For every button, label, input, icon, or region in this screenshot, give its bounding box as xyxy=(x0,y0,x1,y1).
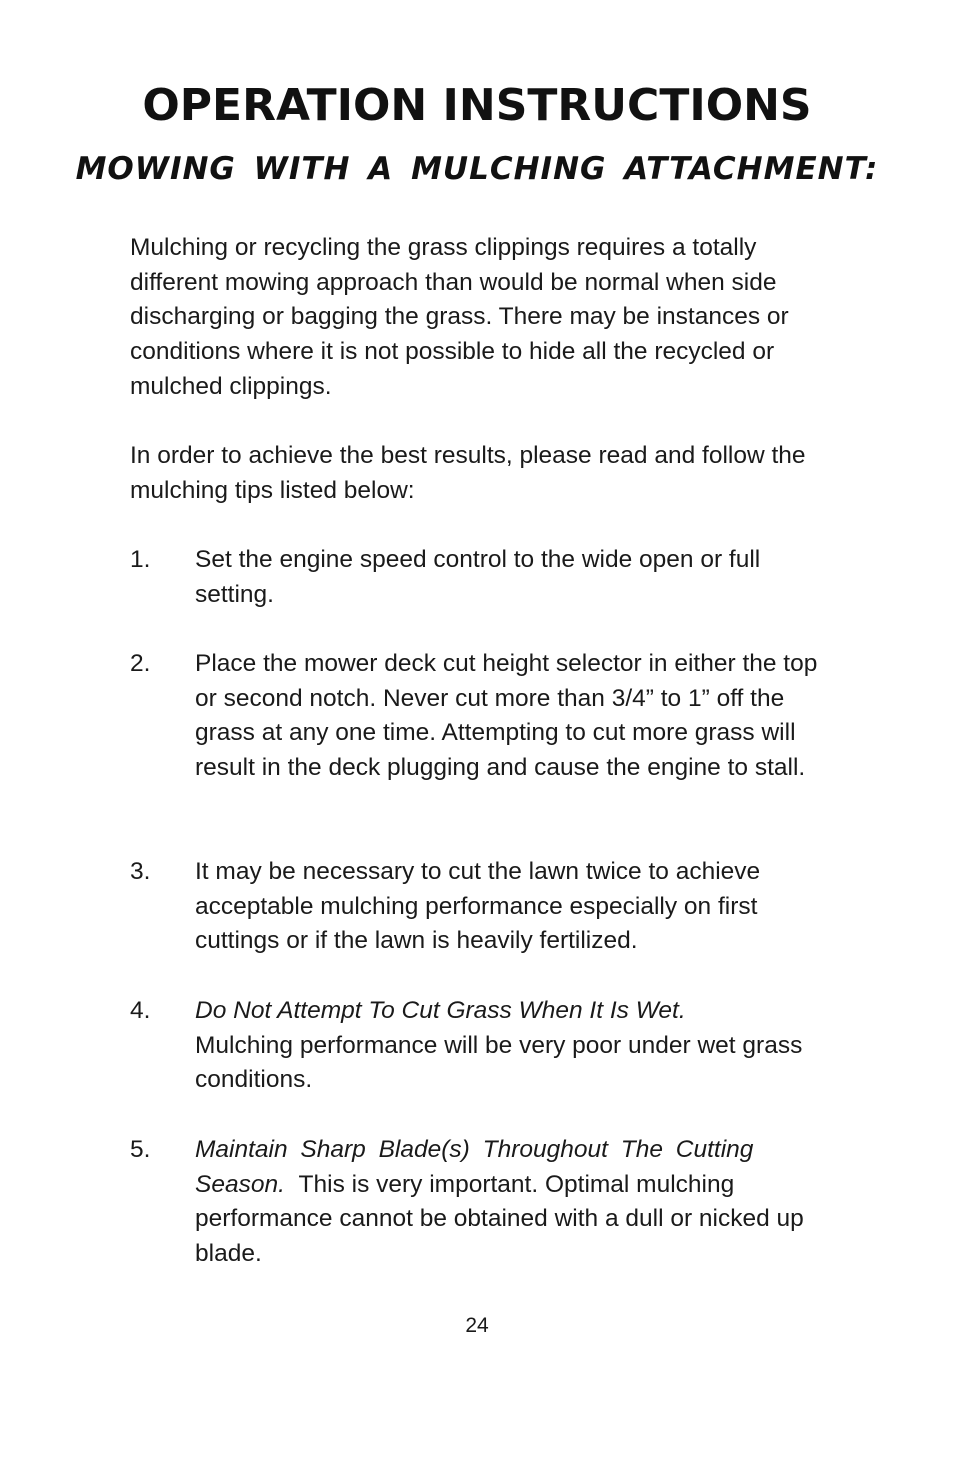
tip-text: It may be necessary to cut the lawn twice to achieve acceptable mulching performance especially on first cuttings or if the lawn is heavily fertilized. xyxy=(195,858,761,955)
tip-number: 2. xyxy=(130,650,151,677)
tip-number: 1. xyxy=(130,546,151,573)
tip-number: 3. xyxy=(130,858,151,885)
section-subtitle: MOWING WITH A MULCHING ATTACHMENT: xyxy=(75,151,879,187)
tip-text-block xyxy=(195,994,827,1098)
tip-number: 4. xyxy=(130,997,151,1024)
tip-text: This is very important. Optimal mulching performance cannot be obtained with a dull or nicked up blade. xyxy=(195,1170,804,1268)
tip-text: Mulching performance will be very poor under wet grass conditions. xyxy=(195,1031,803,1094)
tip-emphasis: Maintain Sharp Blade(s) Throughout The Cutting Season. xyxy=(195,1136,754,1198)
page-number: 24 xyxy=(465,1314,489,1337)
instructions-paragraph: In order to achieve the best results, please read and follow the mulching tips listed below: xyxy=(130,442,806,504)
tip-text: Place the mower deck cut height selector in either the top or second notch. Never cut more than 3/4” to 1” off the grass at any one time. Attempting to cut more grass will result in the deck plugging and cause the engine to stall. xyxy=(195,650,818,782)
tip-number: 5. xyxy=(130,1136,151,1163)
tip-emphasis: Do Not Attempt To Cut Grass When It Is Wet. xyxy=(195,997,686,1024)
tip-text-block xyxy=(195,1133,827,1272)
page-title: OPERATION INSTRUCTIONS xyxy=(142,80,812,131)
tip-text: Set the engine speed control to the wide open or full setting. xyxy=(195,546,761,608)
intro-paragraph: Mulching or recycling the grass clippings requires a totally different mowing approach than would be normal when side discharging or bagging the grass. There may be instances or conditions where it is not possible to hide all the recycled or mulched clippings. xyxy=(130,234,789,400)
